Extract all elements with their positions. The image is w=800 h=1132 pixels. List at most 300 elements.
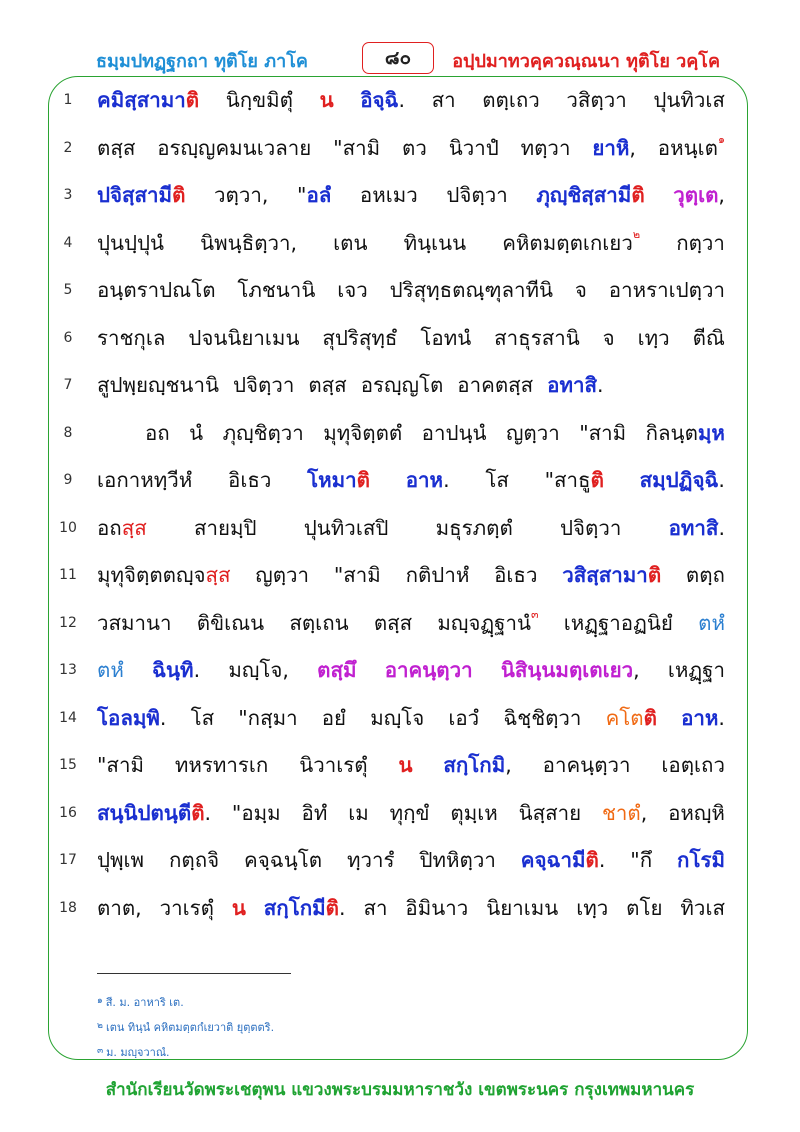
word-fragment: สุปริสุทฺธํ	[322, 325, 398, 350]
word-fragment: ปริสุทฺธตณฺฑุลาทีนิ	[389, 278, 554, 302]
word-fragment: ตีณิ	[692, 325, 725, 350]
line-number: 17	[59, 852, 77, 868]
word	[214, 179, 268, 212]
word	[432, 84, 456, 117]
footnote-2	[97, 1018, 274, 1036]
word-fragment: อาหราเปตฺวา	[608, 278, 725, 302]
word-fragment: ตาต,	[97, 895, 142, 920]
word	[233, 369, 294, 402]
word	[97, 274, 216, 307]
word-fragment: สายมฺปิ	[193, 515, 257, 540]
word	[264, 892, 346, 925]
word	[482, 84, 540, 117]
word-fragment: อหญฺหิ	[668, 800, 725, 825]
word-fragment: มญฺจฏฺฐานํ	[437, 610, 531, 635]
word-fragment: น	[398, 753, 413, 777]
word	[333, 227, 367, 260]
footnote-ref: ๓	[530, 607, 539, 621]
line-text	[97, 607, 725, 640]
word	[402, 132, 427, 165]
word	[360, 179, 418, 212]
word-fragment: อยํ	[321, 705, 347, 730]
word-fragment: ติขิเณน	[196, 610, 265, 635]
word	[436, 512, 513, 545]
word	[322, 322, 397, 355]
word	[494, 559, 537, 592]
word-fragment: อทาสิ	[668, 515, 719, 540]
line-number: 16	[59, 804, 77, 821]
word-fragment: ติ	[191, 800, 205, 825]
word	[238, 702, 297, 735]
word-fragment: โภชนานิ	[237, 278, 316, 302]
word	[680, 892, 725, 925]
word-fragment: โอลมฺพิ	[97, 705, 160, 730]
word	[189, 417, 203, 450]
word	[97, 369, 219, 402]
chapter-title: อปฺปมาทวคฺควณฺณนา ทุติโย วคฺโค	[452, 51, 720, 72]
word-fragment: .	[398, 88, 406, 112]
word-fragment: เหฏฺฐาอฏนิยํ	[563, 610, 673, 635]
word-fragment: "สาธู	[544, 468, 591, 492]
word	[333, 132, 380, 165]
word	[97, 179, 185, 212]
line-text	[97, 892, 725, 925]
word	[603, 322, 615, 355]
word-fragment: ติ	[590, 468, 604, 492]
word	[304, 512, 389, 545]
word	[297, 179, 331, 212]
word	[334, 559, 381, 592]
word	[152, 654, 200, 687]
footnote-mark: ๑	[97, 996, 103, 1006]
footnote-text: เตน ทินฺนํ คหิตมตฺตกํเยวาติ ยุตฺตตริ.	[105, 1021, 275, 1034]
line-number: 12	[59, 614, 77, 631]
text-line	[0, 175, 800, 215]
word-fragment: นิกฺขมิตุํ	[225, 88, 293, 112]
word-fragment: อาปนฺนํ	[421, 420, 487, 445]
word-fragment: นิพนฺธิตฺวา,	[200, 230, 298, 255]
word-fragment: ทินฺเนน	[403, 230, 467, 255]
word-fragment: .	[718, 468, 725, 492]
word-fragment: "สามิ	[333, 135, 381, 160]
word	[308, 369, 346, 402]
word	[592, 132, 636, 165]
word	[188, 322, 299, 355]
word-fragment: ภุญฺชิสฺสามี	[536, 183, 632, 207]
word-fragment: สตฺเถน	[289, 610, 349, 635]
line-text	[97, 512, 725, 545]
word-fragment: อถ	[145, 420, 170, 445]
word	[422, 417, 487, 450]
word-fragment: สาธุรสานิ	[494, 325, 580, 350]
word	[446, 179, 507, 212]
word	[347, 844, 395, 877]
word	[200, 227, 297, 260]
word-fragment: อทาสิ	[547, 373, 598, 397]
word	[322, 702, 346, 735]
word	[448, 702, 479, 735]
word	[602, 797, 647, 830]
word	[97, 749, 144, 782]
word-fragment: ปุนปฺปุนํ	[97, 230, 165, 255]
text-line	[0, 698, 800, 738]
word-fragment: ทฺวารํ	[347, 848, 395, 872]
word-fragment: มุทุจิตฺตตญฺจ	[97, 563, 206, 587]
word	[698, 607, 725, 640]
word	[320, 84, 334, 117]
word-fragment: .	[597, 373, 604, 397]
word	[503, 702, 581, 735]
word-fragment: ติ	[647, 563, 662, 587]
word-fragment: ยาหิ	[592, 135, 630, 160]
word-fragment: ตตฺเถว	[482, 88, 540, 112]
word	[450, 797, 497, 830]
word-fragment: ,	[633, 658, 640, 682]
word	[307, 464, 370, 497]
text-line	[0, 745, 800, 785]
word	[317, 654, 356, 687]
word	[97, 559, 231, 592]
word	[443, 749, 511, 782]
word-fragment: ตสฺมึ	[317, 658, 357, 682]
word	[501, 654, 640, 687]
word-fragment: อรญฺญคมนเวลาย	[157, 135, 312, 160]
word-fragment: มฺห	[697, 420, 725, 445]
word-fragment: ฉิชฺชิตฺวา	[503, 705, 582, 730]
word-fragment: ติ	[172, 183, 186, 207]
word-fragment: "	[297, 183, 307, 207]
word-fragment: ตสฺส	[373, 610, 413, 635]
word	[385, 654, 473, 687]
word	[668, 797, 725, 830]
word	[576, 892, 608, 925]
word	[658, 132, 725, 165]
footnote-mark: ๒	[97, 1021, 103, 1031]
word-fragment: ทตฺวา	[520, 135, 571, 160]
word	[646, 417, 725, 450]
word-fragment: ญตฺวา	[255, 563, 310, 587]
word-fragment: อรญฺญโต	[360, 373, 444, 397]
word-fragment: ติ	[585, 848, 599, 872]
word	[669, 512, 725, 545]
word	[676, 227, 725, 260]
word	[255, 559, 309, 592]
page-number: ๘๐	[362, 42, 434, 74]
word-fragment: อาห	[681, 705, 719, 730]
word-fragment: อลํ	[306, 183, 332, 207]
word-fragment: ตหํ	[698, 610, 725, 635]
word-fragment: ทหรทารเก	[174, 753, 269, 777]
word-fragment: จ	[602, 325, 615, 350]
word	[406, 464, 450, 497]
word-fragment: มุทุจิตฺตตํ	[323, 420, 403, 445]
word	[323, 417, 402, 450]
word-fragment: อิมินาว	[405, 895, 469, 920]
word	[97, 654, 124, 687]
line-number: 14	[59, 709, 77, 726]
word-fragment: นิยาเมน	[486, 895, 559, 920]
word	[370, 702, 424, 735]
word-fragment: ปุนทิวเสปิ	[303, 515, 389, 540]
word	[653, 84, 725, 117]
word-fragment: .	[598, 848, 606, 872]
word-fragment: อาคนฺตฺวา	[542, 753, 631, 777]
line-text	[97, 702, 725, 735]
word-fragment: ปจิตฺวา	[559, 515, 622, 540]
line-number: 18	[59, 899, 77, 916]
word	[419, 844, 495, 877]
word	[398, 749, 412, 782]
word-fragment: กตฺถจิ	[168, 848, 220, 872]
word-fragment: จ	[574, 278, 587, 302]
word	[348, 797, 369, 830]
word	[575, 274, 587, 307]
word-fragment: ตสฺส	[97, 135, 136, 160]
word-fragment: อหเมว	[359, 183, 418, 207]
word-fragment: นิวาเรตุํ	[299, 753, 368, 777]
word	[360, 84, 405, 117]
line-text	[97, 132, 725, 165]
line-number: 8	[63, 424, 73, 441]
word	[638, 322, 670, 355]
word	[494, 322, 580, 355]
word-fragment: ฉินฺทิ	[152, 658, 194, 682]
text-line	[0, 413, 800, 453]
word	[97, 464, 192, 497]
footnote-3	[97, 1043, 170, 1061]
word	[374, 607, 412, 640]
word-fragment: อถ	[97, 515, 122, 540]
footnote-ref: ๑	[717, 132, 725, 146]
word	[404, 227, 467, 260]
line-text	[97, 274, 725, 307]
word	[449, 132, 499, 165]
book-title: ธมฺมปทฏฺฐกถา ทุติโย ภาโค	[96, 51, 308, 72]
word	[547, 369, 603, 402]
word-fragment: "อมฺม	[231, 800, 281, 825]
word-fragment: ตหํ	[97, 658, 124, 682]
word-fragment: "กึ	[630, 848, 653, 872]
line-number: 1	[63, 92, 73, 108]
word	[390, 797, 430, 830]
word	[543, 749, 631, 782]
word-fragment: .	[443, 468, 450, 492]
word-fragment: เหฏฺฐา	[667, 658, 725, 682]
word	[536, 179, 644, 212]
word-fragment: มธุรภตฺตํ	[435, 515, 513, 540]
word-fragment: อาห	[405, 468, 444, 492]
word	[289, 607, 348, 640]
word-fragment: อิเธว	[494, 563, 538, 587]
word-fragment: สกฺโกมิ	[443, 753, 506, 777]
word-fragment: ปจิตฺวา	[232, 373, 295, 397]
word	[223, 417, 304, 450]
word	[97, 844, 144, 877]
word-fragment: กตฺวา	[676, 230, 725, 255]
word-fragment: คจฺฉนฺโต	[244, 848, 323, 872]
word-fragment: สา	[431, 88, 456, 112]
word	[169, 844, 219, 877]
word	[681, 702, 725, 735]
word	[420, 322, 471, 355]
word	[361, 369, 444, 402]
word	[579, 417, 626, 450]
line-number: 11	[59, 567, 77, 583]
word-fragment: ติ	[185, 88, 200, 112]
word-fragment: สนฺนิปตนฺตี	[97, 800, 192, 825]
word	[502, 227, 640, 260]
word	[437, 607, 538, 640]
text-line	[0, 318, 800, 358]
word	[405, 892, 468, 925]
word	[228, 654, 289, 687]
word-fragment: ตตฺถ	[685, 563, 725, 587]
word-fragment: อิเธว	[228, 468, 272, 492]
word	[693, 322, 725, 355]
word-fragment: .	[718, 705, 725, 730]
word	[97, 607, 172, 640]
word-fragment: น	[319, 88, 334, 112]
page-header	[0, 0, 800, 80]
word-fragment: นิสฺสาย	[518, 800, 582, 825]
text-line	[0, 840, 800, 880]
word-fragment: ,	[640, 800, 648, 825]
word-fragment: "สามิ	[333, 563, 381, 587]
word-fragment: กิลนฺต	[645, 420, 698, 445]
line-number: 7	[63, 377, 73, 393]
word	[564, 607, 673, 640]
word	[668, 654, 725, 687]
word-fragment: เจว	[337, 278, 368, 302]
line-text	[97, 654, 725, 687]
text-line	[0, 365, 800, 405]
word	[560, 512, 621, 545]
line-number: 3	[63, 187, 73, 203]
word	[97, 132, 135, 165]
word	[191, 702, 215, 735]
word-fragment: โหมา	[307, 468, 357, 492]
word	[337, 274, 368, 307]
word-fragment: มญฺโจ	[370, 705, 425, 730]
word-fragment: สกฺโกมี	[263, 895, 326, 920]
word-fragment: ราชกุเล	[97, 325, 166, 350]
word-fragment: ,	[718, 183, 725, 207]
word	[97, 227, 164, 260]
word	[661, 749, 725, 782]
text-line	[0, 270, 800, 310]
line-text	[97, 844, 725, 877]
word-fragment: วตฺวา,	[214, 183, 269, 207]
word	[97, 512, 147, 545]
word	[244, 844, 322, 877]
word	[521, 844, 606, 877]
word	[232, 892, 246, 925]
word	[232, 797, 281, 830]
word-fragment: น	[231, 895, 246, 920]
word	[630, 844, 652, 877]
text-line	[0, 793, 800, 833]
word	[521, 132, 571, 165]
line-text	[145, 417, 725, 450]
word-fragment: สมฺปฏิจฺฉิ	[639, 468, 719, 492]
word	[302, 797, 328, 830]
word	[545, 464, 604, 497]
word-fragment: อาคนฺตฺวา	[384, 658, 473, 682]
word-fragment: โส	[485, 468, 509, 492]
word-fragment: เม	[348, 800, 369, 825]
word	[226, 84, 293, 117]
word	[97, 322, 165, 355]
word	[686, 559, 725, 592]
text-line	[0, 223, 800, 263]
word-fragment: ติ	[643, 705, 657, 730]
line-number: 5	[63, 282, 73, 298]
text-line	[0, 650, 800, 690]
text-line	[0, 128, 800, 168]
word-fragment: .	[339, 895, 346, 920]
line-number: 10	[59, 519, 77, 536]
word	[363, 892, 387, 925]
page-footer: สำนักเรียนวัดพระเชตุพน แขวงพระบรมมหาราชวัง เขตพระนคร กรุงเทพมหานคร	[105, 1080, 695, 1100]
word-fragment: เทฺว	[576, 895, 609, 920]
footnote-rule	[97, 973, 291, 974]
word	[299, 749, 367, 782]
word	[228, 464, 271, 497]
word-fragment: โอทนํ	[420, 325, 472, 350]
line-text	[97, 369, 725, 402]
text-line	[0, 460, 800, 500]
word	[562, 559, 661, 592]
word-fragment: อนฺตราปณโต	[97, 278, 216, 302]
word	[237, 274, 315, 307]
word-fragment: อาคตสฺส	[457, 373, 534, 397]
word-fragment: อิจฺฉิ	[360, 88, 399, 112]
word-fragment: ปุพฺเพ	[97, 848, 145, 872]
word	[506, 417, 560, 450]
word-fragment: ปจิสฺสามี	[97, 183, 173, 207]
word-fragment: คหิตมตฺตเกเยว	[502, 230, 633, 255]
footnote-ref: ๒	[632, 227, 641, 241]
word-fragment: สูปพฺยญฺชนานิ	[97, 373, 219, 397]
word-fragment: ตโย	[626, 895, 663, 920]
word-fragment: ชาตํ	[601, 800, 641, 825]
word-fragment: ตสฺส	[308, 373, 347, 397]
word-fragment: ติ	[356, 468, 370, 492]
word-fragment: ทิวเส	[680, 895, 725, 920]
word	[175, 749, 269, 782]
word	[197, 607, 264, 640]
word-fragment: เอตฺเถว	[661, 753, 725, 777]
word	[97, 84, 199, 117]
word-fragment: เอวํ	[448, 705, 480, 730]
word	[609, 274, 725, 307]
word-fragment: ญตฺวา	[505, 420, 560, 445]
word	[457, 369, 533, 402]
footnote-text: สี. ม. อาหาริ เต.	[105, 996, 184, 1009]
word-fragment: โส	[190, 705, 215, 730]
word-fragment: "สามิ	[579, 420, 627, 445]
word-fragment: วสิตฺวา	[566, 88, 627, 112]
word-fragment: นิวาปํ	[448, 135, 499, 160]
line-number: 6	[63, 329, 73, 346]
text-line	[0, 80, 800, 120]
word-fragment: .	[159, 705, 167, 730]
word-fragment: นํ	[189, 420, 204, 445]
word-fragment: คมิสฺสามา	[97, 88, 186, 112]
word	[97, 797, 211, 830]
word-fragment: ทุกฺขํ	[389, 800, 430, 825]
word-fragment: ,	[629, 135, 636, 160]
